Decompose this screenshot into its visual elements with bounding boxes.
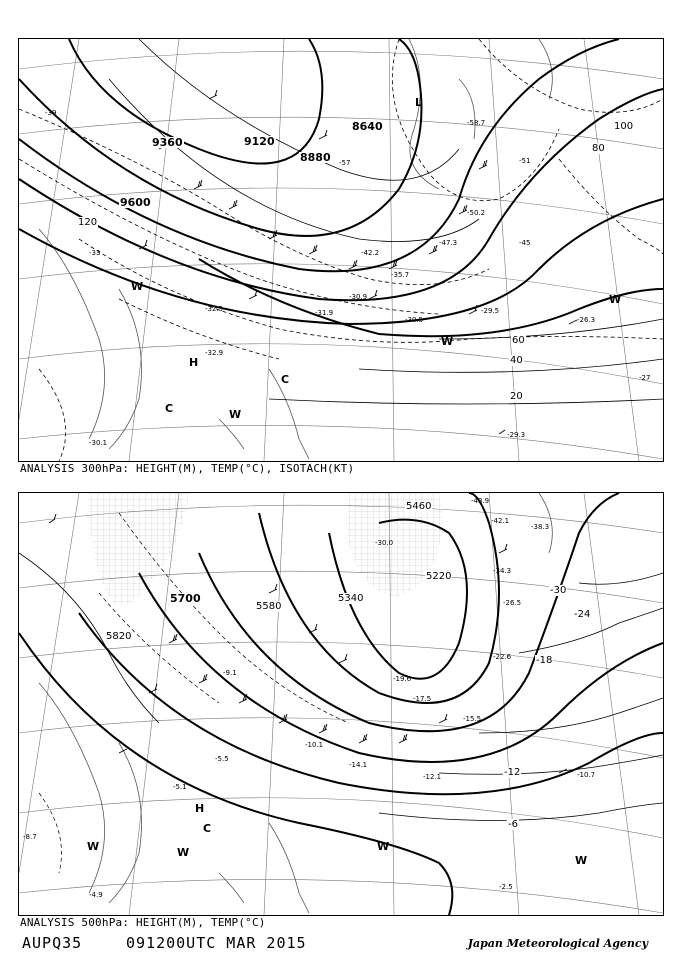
temp-value: -43.9 [471, 497, 490, 505]
graticule [19, 39, 663, 461]
temp-value: -17.5 [413, 695, 432, 703]
height-label: 9120 [244, 135, 275, 148]
temp-value: -27 [639, 374, 651, 382]
height-label: 5460 [406, 501, 432, 512]
isotach-label: 60 [512, 335, 525, 346]
temp-value: -32.5 [205, 305, 224, 313]
temp-value: -14.1 [349, 761, 368, 769]
warm-symbol: W [575, 854, 588, 867]
warm-symbol: W [177, 846, 190, 859]
high-pressure-symbol: H [189, 356, 199, 369]
isotach-label: 100 [614, 121, 634, 132]
height-label: 5340 [338, 593, 364, 604]
height-label: 9600 [120, 196, 151, 209]
valid-time: 091200UTC MAR 2015 [126, 934, 307, 952]
isotherm-label: -24 [574, 609, 591, 620]
warm-symbol: W [377, 840, 390, 853]
temp-value: -38.3 [531, 523, 550, 531]
temp-value: -57 [339, 159, 351, 167]
temp-value: -30.0 [375, 539, 394, 547]
height-label: 5220 [426, 571, 452, 582]
height-label: 8880 [300, 151, 331, 164]
temp-value: -29.5 [481, 307, 500, 315]
warm-symbol: W [229, 408, 242, 421]
temp-value: -22.6 [493, 653, 512, 661]
temp-value: -58.7 [467, 119, 486, 127]
height-contours [19, 39, 663, 336]
map-500hpa [18, 492, 664, 916]
temp-value: -10.1 [305, 741, 324, 749]
temp-value: -10.7 [577, 771, 596, 779]
temp-value: -47.3 [439, 239, 458, 247]
chart-code: AUPQ35 [22, 934, 83, 952]
warm-symbol: W [441, 335, 454, 348]
temp-value: -31.9 [315, 309, 334, 317]
temp-value: -9.1 [223, 669, 237, 677]
isotach-label: 20 [510, 391, 523, 402]
temp-value: -33 [89, 249, 101, 257]
temp-value: -42.1 [491, 517, 510, 525]
height-label: 8640 [352, 120, 383, 133]
warm-symbol: W [131, 280, 144, 293]
agency-credit: Japan Meteorological Agency [467, 937, 648, 950]
height-label: 5700 [170, 592, 201, 605]
height-label: 5820 [106, 631, 132, 642]
temp-value: -26.3 [577, 316, 596, 324]
temp-value: -5.5 [215, 755, 229, 763]
cold-symbol: C [281, 373, 290, 386]
temp-value: -29.3 [507, 431, 526, 439]
temp-value: -34.3 [493, 567, 512, 575]
map-300hpa-graphics [19, 39, 663, 461]
cold-symbol: C [203, 822, 212, 835]
isotach-label: 80 [592, 143, 605, 154]
isotherm-label: -30 [550, 585, 567, 596]
temp-value: -26.5 [503, 599, 522, 607]
temp-value: -8.7 [23, 833, 37, 841]
temp-value: -32.9 [205, 349, 224, 357]
temp-value: -15.5 [463, 715, 482, 723]
temp-value: -42.2 [361, 249, 380, 257]
temp-value: -30.5 [405, 316, 424, 324]
map-300hpa [18, 38, 664, 462]
temp-value: -2.5 [499, 883, 513, 891]
temp-value: -12.1 [423, 773, 442, 781]
cold-symbol: C [165, 402, 174, 415]
map-500hpa-graphics [19, 493, 663, 915]
caption-300hpa: ANALYSIS 300hPa: HEIGHT(M), TEMP(°C), ISOTACH(KT) [20, 462, 355, 475]
temp-value: -51 [519, 157, 531, 165]
temp-value: -19.6 [393, 675, 412, 683]
temp-value: -30.1 [89, 439, 108, 447]
isotherm-label: -6 [508, 819, 518, 830]
temp-value: -5.1 [173, 783, 187, 791]
dashed-isotherms [39, 513, 349, 873]
low-pressure-symbol: L [415, 96, 423, 109]
warm-symbol: W [87, 840, 100, 853]
temp-value: -30.9 [349, 293, 368, 301]
warm-symbol: W [609, 293, 622, 306]
temp-value: -50.2 [467, 209, 486, 217]
height-label: 9360 [152, 136, 183, 149]
isotachs [109, 39, 663, 404]
caption-500hpa: ANALYSIS 500hPa: HEIGHT(M), TEMP(°C) [20, 916, 266, 929]
temp-value: -39 [45, 109, 57, 117]
isotherm-label: -12 [504, 767, 521, 778]
high-pressure-symbol: H [195, 802, 205, 815]
isotach-label: 120 [78, 217, 98, 228]
isotherm-label: -18 [536, 655, 553, 666]
temp-value: -45 [519, 239, 531, 247]
temp-value: -4.9 [89, 891, 103, 899]
isotherms [19, 39, 663, 461]
temp-value: -35.7 [391, 271, 410, 279]
isotach-label: 40 [510, 355, 523, 366]
height-label: 5580 [256, 601, 282, 612]
